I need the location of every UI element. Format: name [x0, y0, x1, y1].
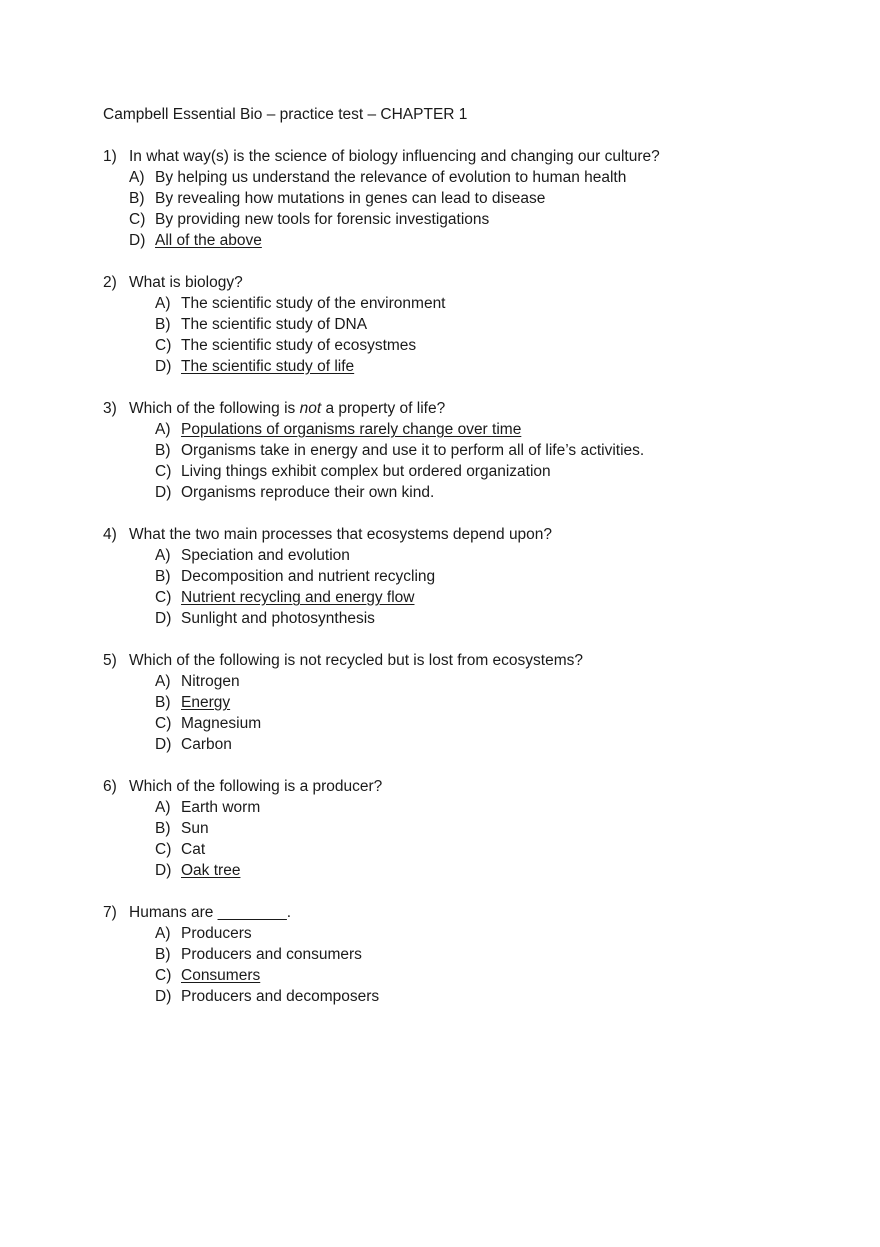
option-text: By helping us understand the relevance of evolution to human health: [155, 169, 627, 186]
question-number: 3): [103, 400, 117, 417]
option-letter: A): [155, 421, 171, 438]
option-d: [103, 860, 803, 881]
option-letter: C): [155, 967, 172, 984]
option-b: [103, 440, 803, 461]
question-number: 6): [103, 778, 117, 795]
option-d: [103, 482, 803, 503]
question-line: [103, 272, 803, 293]
option-text: Magnesium: [181, 715, 262, 732]
correct-answer-text: All of the above: [155, 232, 262, 249]
option-d: [103, 230, 803, 251]
question-line: [103, 398, 803, 419]
option-text: Producers and consumers: [181, 946, 362, 963]
option-letter: C): [129, 211, 146, 228]
option-d: [103, 734, 803, 755]
option-c: [103, 965, 803, 986]
option-text: Speciation and evolution: [181, 547, 350, 564]
option-text: Producers: [181, 925, 252, 942]
question-7: [103, 902, 803, 1007]
option-letter: C): [155, 715, 172, 732]
option-letter: A): [155, 673, 171, 690]
question-6: [103, 776, 803, 881]
option-c: [103, 713, 803, 734]
option-d: [103, 608, 803, 629]
option-c: [103, 209, 803, 230]
option-b: [103, 944, 803, 965]
option-b: [103, 818, 803, 839]
option-c: [103, 839, 803, 860]
question-text: [129, 398, 445, 419]
question-text-before: Which of the following is: [129, 400, 300, 417]
question-line: [103, 776, 803, 797]
option-text: The scientific study of the environment: [181, 295, 446, 312]
question-2: [103, 272, 803, 377]
option-a: [103, 797, 803, 818]
option-letter: B): [155, 442, 171, 459]
option-b: [103, 188, 803, 209]
option-letter: C): [155, 589, 172, 606]
question-number: 7): [103, 904, 117, 921]
option-c: [103, 587, 803, 608]
option-letter: A): [155, 295, 171, 312]
question-text: Humans are ________.: [129, 904, 292, 921]
option-text: By providing new tools for forensic investigations: [155, 211, 490, 228]
question-1: [103, 146, 803, 251]
option-text: Nitrogen: [181, 673, 240, 690]
question-text: Which of the following is a producer?: [129, 778, 383, 795]
option-a: [103, 419, 803, 440]
option-letter: A): [155, 799, 171, 816]
document-title: Campbell Essential Bio – practice test – CHAPTER 1: [103, 106, 468, 123]
option-c: [103, 461, 803, 482]
option-letter: D): [155, 862, 172, 879]
option-text: By revealing how mutations in genes can lead to disease: [155, 190, 546, 207]
correct-answer-text: The scientific study of life: [181, 358, 355, 375]
option-letter: D): [155, 988, 172, 1005]
question-number: 5): [103, 652, 117, 669]
option-letter: B): [155, 694, 171, 711]
question-3: [103, 398, 803, 503]
question-line: [103, 524, 803, 545]
question-text: What is biology?: [129, 274, 243, 291]
option-text: Earth worm: [181, 799, 261, 816]
option-text: The scientific study of DNA: [181, 316, 368, 333]
option-letter: C): [155, 463, 172, 480]
question-text: What the two main processes that ecosystems depend upon?: [129, 526, 553, 543]
correct-answer-text: Nutrient recycling and energy flow: [181, 589, 415, 606]
question-text-after: a property of life?: [321, 400, 446, 417]
question-line: [103, 902, 803, 923]
question-line: [103, 146, 803, 167]
option-letter: B): [129, 190, 145, 207]
question-text: In what way(s) is the science of biology influencing and changing our culture?: [129, 148, 660, 165]
option-text: Organisms reproduce their own kind.: [181, 484, 435, 501]
option-letter: A): [155, 925, 171, 942]
option-text: Sunlight and photosynthesis: [181, 610, 375, 627]
option-a: [103, 923, 803, 944]
question-list: [103, 146, 803, 1028]
correct-answer-text: Oak tree: [181, 862, 241, 879]
option-text: Decomposition and nutrient recycling: [181, 568, 436, 585]
correct-answer-text: Energy: [181, 694, 231, 711]
option-letter: D): [155, 358, 172, 375]
option-letter: B): [155, 946, 171, 963]
option-letter: B): [155, 568, 171, 585]
option-text: Sun: [181, 820, 209, 837]
option-b: [103, 692, 803, 713]
option-letter: A): [129, 169, 145, 186]
question-line: [103, 650, 803, 671]
question-4: [103, 524, 803, 629]
option-letter: B): [155, 316, 171, 333]
question-number: 4): [103, 526, 117, 543]
option-a: [103, 293, 803, 314]
option-text: Living things exhibit complex but ordered organization: [181, 463, 551, 480]
correct-answer-text: Populations of organisms rarely change over time: [181, 421, 522, 438]
correct-answer-text: Consumers: [181, 967, 261, 984]
option-b: [103, 314, 803, 335]
option-d: [103, 356, 803, 377]
option-text: The scientific study of ecosystmes: [181, 337, 417, 354]
question-5: [103, 650, 803, 755]
option-letter: C): [155, 337, 172, 354]
option-a: [103, 545, 803, 566]
option-letter: B): [155, 820, 171, 837]
option-text: Organisms take in energy and use it to perform all of life’s activities.: [181, 442, 645, 459]
option-letter: D): [155, 484, 172, 501]
question-number: 1): [103, 148, 117, 165]
option-b: [103, 566, 803, 587]
option-d: [103, 986, 803, 1007]
option-letter: D): [155, 610, 172, 627]
question-number: 2): [103, 274, 117, 291]
option-letter: C): [155, 841, 172, 858]
option-letter: D): [155, 736, 172, 753]
option-a: [103, 167, 803, 188]
option-a: [103, 671, 803, 692]
question-text-emphasis: not: [299, 400, 322, 417]
option-text: Cat: [181, 841, 206, 858]
option-letter: A): [155, 547, 171, 564]
option-text: Producers and decomposers: [181, 988, 380, 1005]
option-text: Carbon: [181, 736, 232, 753]
question-text: Which of the following is not recycled but is lost from ecosystems?: [129, 652, 583, 669]
option-c: [103, 335, 803, 356]
option-letter: D): [129, 232, 146, 249]
